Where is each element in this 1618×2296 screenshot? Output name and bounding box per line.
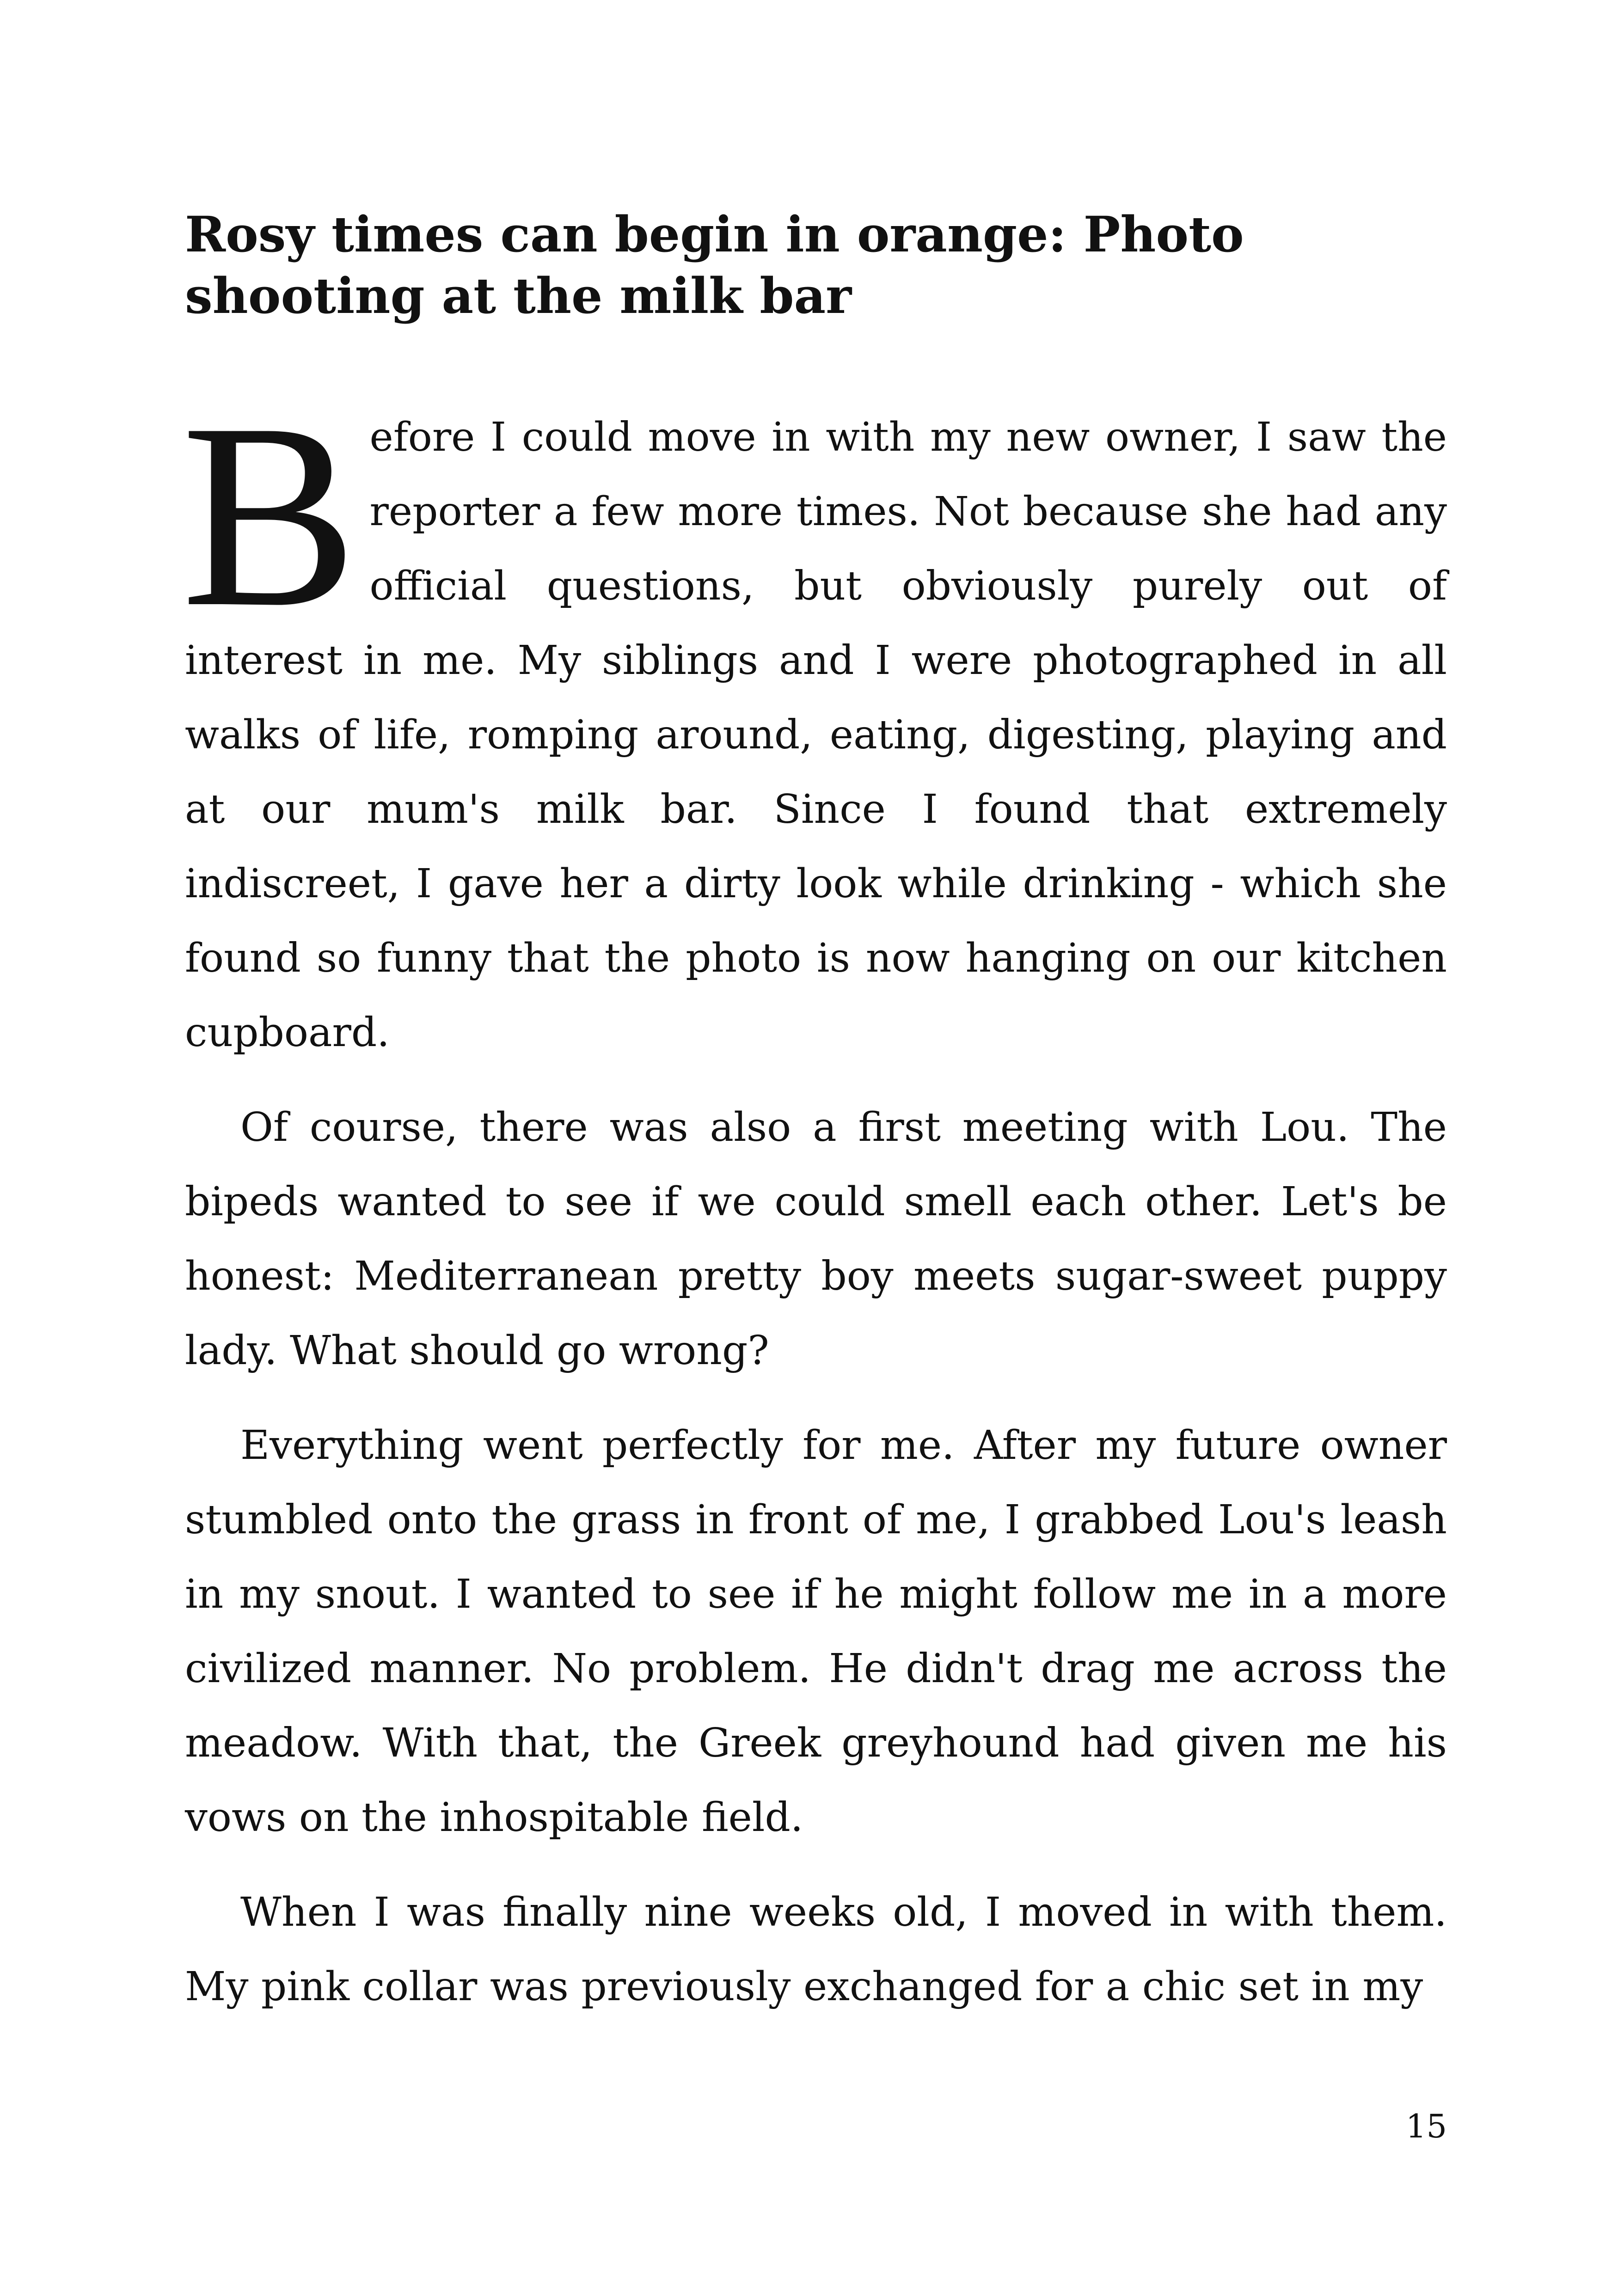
drop-cap-letter: B — [181, 368, 358, 661]
paragraph-1 — [181, 368, 1447, 1070]
paragraph-4: When I was finally nine weeks old, I moved in with them. My pink collar was previously exchanged for a chic set in my — [185, 1889, 1447, 2010]
paragraph-3: Everything went perfectly for me. After my future owner stumbled onto the grass in front of me, I grabbed Lou's leash in my snout. I wanted to see if he might follow me in a more civilized manner. No problem. He didn't drag me across the meadow. With that, the Greek greyhound had given me his vows on the inhospitable field. — [185, 1422, 1447, 1841]
book-page — [181, 0, 1447, 2296]
page-number: 15 — [1405, 2107, 1447, 2145]
paragraph-2: Of course, there was also a first meeting with Lou. The bipeds wanted to see if we could smell each other. Let's be honest: Mediterranean pretty boy meets sugar-sweet puppy lady. What should go wrong? — [185, 1104, 1447, 1374]
paragraph-1-text: efore I could move in with my new owner, I saw the reporter a few more times. Not because she had any official questions, but obviously purely out of interest in me. My siblings and I were photographed in all walks of life, romping around, eating, digesting, playing and at our mum's milk bar. Since I found that extremely indiscreet, I gave her a dirty look while drinking - which she found so funny that the photo is now hanging on our kitchen cupboard. — [185, 414, 1447, 1056]
chapter-title: Rosy times can begin in orange: Photo shooting at the milk bar — [185, 205, 1244, 325]
body-text — [181, 368, 1447, 2045]
